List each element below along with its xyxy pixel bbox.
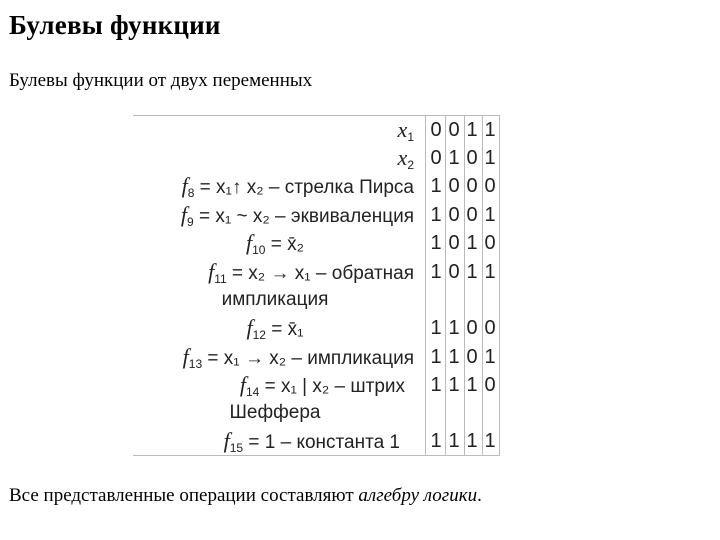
bit: 0: [448, 204, 460, 226]
bit: 1: [448, 430, 460, 452]
bit: 0: [466, 317, 478, 339]
bit: 1: [430, 261, 442, 283]
bit: 1: [430, 346, 442, 368]
row-f12-bits: [427, 314, 499, 342]
bit: 0: [448, 261, 460, 283]
bit: 1: [466, 232, 478, 254]
f-expr: = x₁↑ x₂ – стрелка Пирса: [194, 177, 414, 198]
bit: 0: [448, 119, 460, 141]
f-expr: = 1 – константа 1: [243, 432, 400, 453]
bit: 1: [466, 430, 478, 452]
x1-bits: [427, 116, 499, 144]
f-sub: 14: [245, 385, 260, 399]
bit: 1: [448, 346, 460, 368]
f-symbol: f: [208, 259, 215, 284]
row-f9-bits: [427, 201, 499, 229]
f-sub: 8: [187, 186, 195, 200]
bit: 0: [466, 147, 478, 169]
row-f11-label-cont: [130, 286, 420, 314]
bit: 1: [484, 430, 496, 452]
bit: 0: [466, 204, 478, 226]
f-expr: = x̄₂: [265, 234, 304, 255]
f-symbol: f: [239, 372, 246, 397]
bit: 0: [430, 119, 442, 141]
row-f13-bits: [427, 343, 499, 371]
bit: 1: [448, 317, 460, 339]
x1-sub: 1: [407, 130, 414, 144]
bit: 0: [448, 175, 460, 197]
bit: 1: [466, 374, 478, 396]
row-f14-label-cont: [130, 399, 420, 427]
x1-label: x: [397, 117, 408, 142]
f-symbol: f: [181, 173, 188, 198]
footer-main: Все представленные операции составляют: [9, 485, 359, 506]
f-symbol: f: [223, 428, 230, 453]
f-expr: = x₁ | x₂ – штрих: [259, 376, 405, 397]
f-symbol: f: [246, 315, 253, 340]
bit: 0: [484, 317, 496, 339]
f-sub: 12: [252, 328, 266, 342]
x2-label: x: [397, 145, 408, 170]
table-divider: [425, 115, 426, 456]
table-col-line: [499, 115, 500, 456]
f-sub: 13: [188, 357, 203, 371]
bit: 0: [484, 175, 496, 197]
bit: 1: [484, 147, 496, 169]
footer-italic: алгебру логики: [358, 485, 478, 506]
x2-bits: [427, 144, 499, 172]
row-f8-bits: [427, 172, 499, 200]
f-sub: 11: [214, 272, 227, 286]
page-subtitle: Булевы функции от двух переменных: [9, 70, 313, 91]
bit: 1: [430, 232, 442, 254]
bit: 1: [484, 261, 496, 283]
bit: 1: [430, 430, 442, 452]
bit: 0: [466, 346, 478, 368]
footer-end: .: [477, 485, 482, 506]
x2-sub: 2: [407, 158, 414, 172]
bit: 1: [430, 374, 442, 396]
bit: 0: [484, 232, 496, 254]
bit: 0: [466, 175, 478, 197]
bit: 1: [484, 119, 496, 141]
bit: 0: [448, 232, 460, 254]
truth-table: [133, 115, 500, 456]
f-expr-cont: Шеффера: [229, 402, 321, 423]
footer-text: [9, 485, 482, 507]
row-f15-label: [110, 427, 400, 462]
bit: 1: [430, 317, 442, 339]
f-expr: = x̄₁: [265, 319, 304, 340]
row-f10-bits: [427, 229, 499, 257]
bit: 0: [430, 147, 442, 169]
f-sub: 9: [187, 215, 194, 229]
row-f15-bits: [427, 427, 499, 455]
f-expr: = x₁ → x₂ – импликация: [202, 348, 414, 369]
bit: 1: [430, 204, 442, 226]
f-symbol: f: [245, 230, 253, 255]
bit: 1: [448, 147, 460, 169]
f-symbol: f: [182, 344, 189, 369]
bit: 1: [466, 119, 478, 141]
page-title: Булевы функции: [9, 10, 221, 40]
f-expr: = x₁ ~ x₂ – эквиваленция: [193, 206, 414, 227]
f-expr-cont: импликация: [221, 289, 329, 310]
row-f11-bits: [427, 258, 499, 286]
bit: 1: [430, 175, 442, 197]
bit: 1: [448, 374, 460, 396]
f-expr: = x₂ → x₁ – обратная: [226, 263, 414, 284]
bit: 0: [484, 374, 496, 396]
row-f14-bits: [427, 371, 499, 399]
bit: 1: [484, 204, 496, 226]
f-symbol: f: [180, 202, 187, 227]
bit: 1: [466, 261, 478, 283]
f-sub: 15: [229, 441, 244, 455]
bit: 1: [484, 346, 496, 368]
f-sub: 10: [252, 243, 266, 257]
